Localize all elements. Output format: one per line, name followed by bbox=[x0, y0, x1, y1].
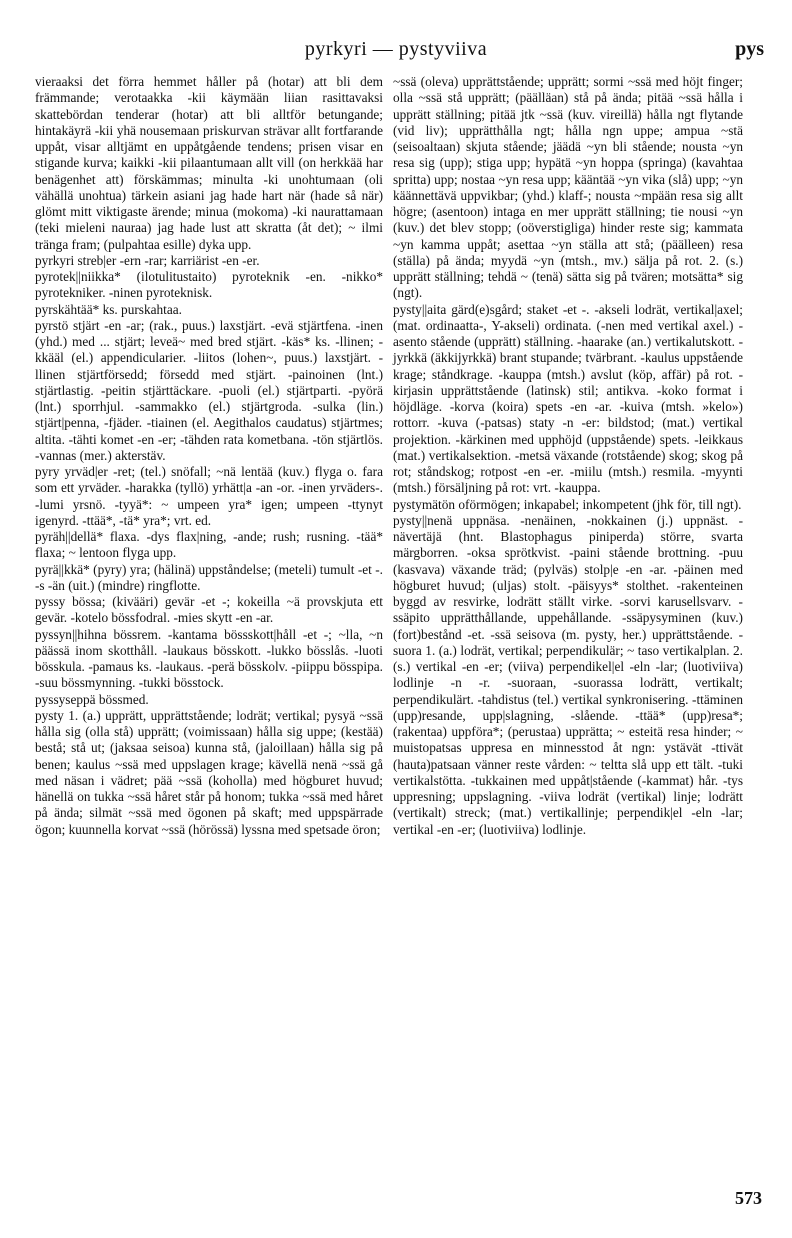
entry: pysty||aita gärd(e)sgård; staket -et -. -akseli lodrät, vertikal|axel; (mat. ordinaatta-, Y-akseli) ordinata. (-nen med vertikal axel.) -asento stående (upprätt) ställning. -haarake (an.) vertikalutskott. -jyrkkä (äkkijyrkkä) brant stupande; tvärbrant. -kaulus uppstående krage; ståndkrage. -kauppa (mtsh.) avslut (köp, affär) på rot. -kirjasin upprättstående (latinsk) stil; antikva. -koko format i höjdläge. -korva (koira) spets -en -ar. -kuiva (mtsh. »kelo») rottorr. -kuva (-patsas) staty -n -er: bildstod; (mat.) vertikal projektion. -kärkinen med upphöjd (uppstående) spets. -leikkaus (mat.) vertikalsektion. -metsä växande (rotstående) skog; skog på rot; ståndskog; rotpost -en -er. -miilu (mtsh.) resmila. -myynti (mtsh.) försäljning på rot: vrt. -kauppa. bbox=[393, 301, 743, 496]
page-number: 573 bbox=[735, 1188, 762, 1208]
entry: pyrotek||niikka* (ilotulitustaito) pyroteknik -en. -nikko* pyrotekniker. -ninen pyroteknisk. bbox=[35, 269, 383, 301]
page-header bbox=[0, 38, 792, 68]
entry: pyrkyri streb|er -ern -rar; karriärist -en -er. bbox=[35, 252, 260, 268]
entry: pysty||nenä uppnäsa. -nenäinen, -nokkainen (j.) uppnäst. -nävertäjä (hnt. Blastophagus piniperda) större, svarta märgborren. -oksa sprötkvist. -paini stående brottning. -puu (kasvava) växande träd; (pylväs) stolp|e -en -ar. -päinen med högburet huvud; (uljas) stolt. -päisyys* stolthet. -rakenteinen byggd av resvirke, lodrätt ställt virke. -sorvi karusellsvarv. -ssäpito upprätthållande, uppehållande. -ssäpysyminen (kuv.) (fort)bestånd -et. -ssä seisova (m. pysty, her.) upprättstående. -suora 1. (a.) lodrät, vertikal; perpendikulär; ~ taso vertikalplan. 2. (s.) vertikal -en -er; (viiva) perpendikel|el -eln -lar; (luotiviiva) lodlinje -n -r. -suoraan, -suorassa lodrätt, vertikalt; perpendikulärt. -tahdistus (tel.) vertikal synkronisering. -ttäminen (upp)resande, upp|slagning, -slående. -ttää* (upp)resa*; (rakentaa) uppföra*; (perustaa) upprätta; ~ esteitä resa hinder; ~ muistopatsas uppresa en minnesstod åt ngn: ystävät -ttivät (hauta)patsaan vänner reste vården: ~ teltta slå upp ett tält. -tuki vertikalstötta. -tukkainen med uppåt|stående (-kammat) hår. -tys uppresning; uppslagning. -viiva lodrät (vertikal) linje; lodrätt (vertikalt) streck; (mat.) vertikallinje; perpendik|el -eln -lar; vertikal -en -er; (luotiviiva) lodlinje. bbox=[393, 512, 743, 837]
entry: vieraaksi det förra hemmet håller på (hotar) att bli dem främmande; verotaakka -kii käymään liian rasittavaksi skattebördan tenderar (hotar) att bli alltför betungande; hintakäyrä -kii yhä nousemaan priskurvan strävar allt fortfarande uppåt, visar alltjämt en uppåtgående tendens; prisen visar en stigande kurva; kaikki -kii pilaantumaan allt vill (on herkkää har benägenhet att) förskämmas; minulta -ki unohtumaan (oli vähällä unohtua) tärkein asiani jag hade hart när (hade så när) glömt mitt viktigaste ärende; minua (mokoma) -ki naurattamaan (teki mieleni nauraa) jag hade lust att skratta (åt det); ~ ilmi tränga fram; (pulpahtaa esille) dyka upp. bbox=[35, 74, 383, 252]
entry: pyssyseppä bössmed. bbox=[35, 691, 149, 707]
entry: pystymätön oförmögen; inkapabel; inkompetent (jhk för, till ngt). bbox=[393, 496, 742, 512]
entry: pyssy bössa; (kivääri) gevär -et -; kokeilla ~ä provskjuta ett gevär. -kotelo bössfodral. -mies skytt -en -ar. bbox=[35, 594, 383, 626]
guide-word: pys bbox=[735, 38, 764, 60]
entry: pysty 1. (a.) upprätt, upprättstående; lodrät; vertikal; pysyä ~ssä hålla sig (olla stå) upprätt; (voimissaan) hålla sig uppe; (kestää) bestå; stå ut; (jaksaa seisoa) kunna stå, (jaloillaan) hålla sig på benen; kaulus ~ssä med uppslagen krage; kävellä nenä ~ssä gå med näsan i vädret; pää ~ssä (koholla) med högburet huvud; hänellä on tukka ~ssä håret står på honom; tukka ~ssä med håret på ända; silmät ~ssä med ögonen på skaft; med uppspärrade ögon; kuunnella korvat ~ssä (hörössä) lyssna med spetsade öron; bbox=[35, 707, 383, 837]
left-column bbox=[35, 74, 383, 838]
entry: ~ssä (oleva) upprättstående; upprätt; sormi ~ssä med höjt finger; olla ~ssä stå upprätt; (päälläan) stå på ända; pitää ~ssä hålla i upprätt ställning; pitää jtk ~ssä (kuv. vireillä) hålla ngt flytande (vid liv); upprätthålla ngt; hålla ngn uppe; ampua ~stä (seisoaltaan) skjuta stående; jäädä ~yn bli stående; nousta ~yn resa sig (upp); stiga upp; hypätä ~yn hoppa (springa) (kavahtaa spritta) upp; nostaa ~yn resa upp; kääntää ~yn vika (slå) upp; ~yn käännettävä uppvikbar; (yhd.) klaff-; nousta ~mpään resa sig allt högre; (asentoon) intaga en mer upprätt ställning; tie nousi ~yn (kuv.) det blev stopp; (oöverstigliga) hinder reste sig; kammata ~yn kamma uppåt; asettaa ~yn ställa att stå; (päälleen) resa (ställa) på ända; myydä ~yn (mtsh., mv.) sälja på rot. 2. (s.) upprätt ställning; tehdä ~ (tenä) sätta sig på tvären; motsätta* sig (ngt). bbox=[393, 74, 743, 301]
entry: pyrstö stjärt -en -ar; (rak., puus.) laxstjärt. -evä stjärtfena. -inen (yhd.) med ... stjärt; leveä~ med bred stjärt. -käs* ks. -llinen; -kkääl (el.) appendicularier. -liitos (lohen~, puus.) laxstjärt. -llinen stjärtförsedd; försedd med stjärt. -painoinen (lnt.) stjärtlastig. -peitin stjärttäckare. -puoli (el.) stjärtparti. -pyörä (lnt.) sporrhjul. -sammakko (el.) stjärtgroda. -sulka (lin.) stjärt|penna, -fjäder. -tiainen (el. Aegithalos caudatus) stjärtmes; altita. -tähti komet -en -er; -tähden rata kometbana. -tön stjärtlös. -vannas (mer.) akterstäv. bbox=[35, 317, 383, 463]
entry: pyry yrväd|er -ret; (tel.) snöfall; ~nä lentää (kuv.) flyga o. fara som ett yrväder. -harakka (tyllö) yrhätt|a -an -or. -inen yrväders-. -lumi yrsnö. -tyyä*: ~ umpeen yra* igen; umpeen -ttynyt igenyrd. -ttää*, -tä* yra*; vrt. ed. bbox=[35, 464, 383, 528]
page-title: pyrkyri — pystyviiva bbox=[304, 38, 488, 60]
right-column bbox=[393, 74, 743, 838]
entry: pyssyn||hihna bössrem. -kantama bössskott|håll -et -; ~lla, ~n päässä inom skotthåll. -laukaus bösskott. -lukko bösslås. -luoti bösskula. -pamaus ks. -laukaus. -perä bösskolv. -piippu bösspipa. -suu bössmynning. -tukki bösstock. bbox=[35, 626, 383, 691]
entry: pyrä||kkä* (pyry) yra; (hälinä) uppståndelse; (meteli) tumult -et -. -s -än (uit.) (mindre) ringflotte. bbox=[35, 561, 383, 593]
entry: pyräh||dellä* flaxa. -dys flax|ning, -ande; rush; rusning. -tää* flaxa; ~ lentoon flyga upp. bbox=[35, 529, 383, 561]
entry: pyrskähtää* ks. purskahtaa. bbox=[35, 301, 182, 317]
